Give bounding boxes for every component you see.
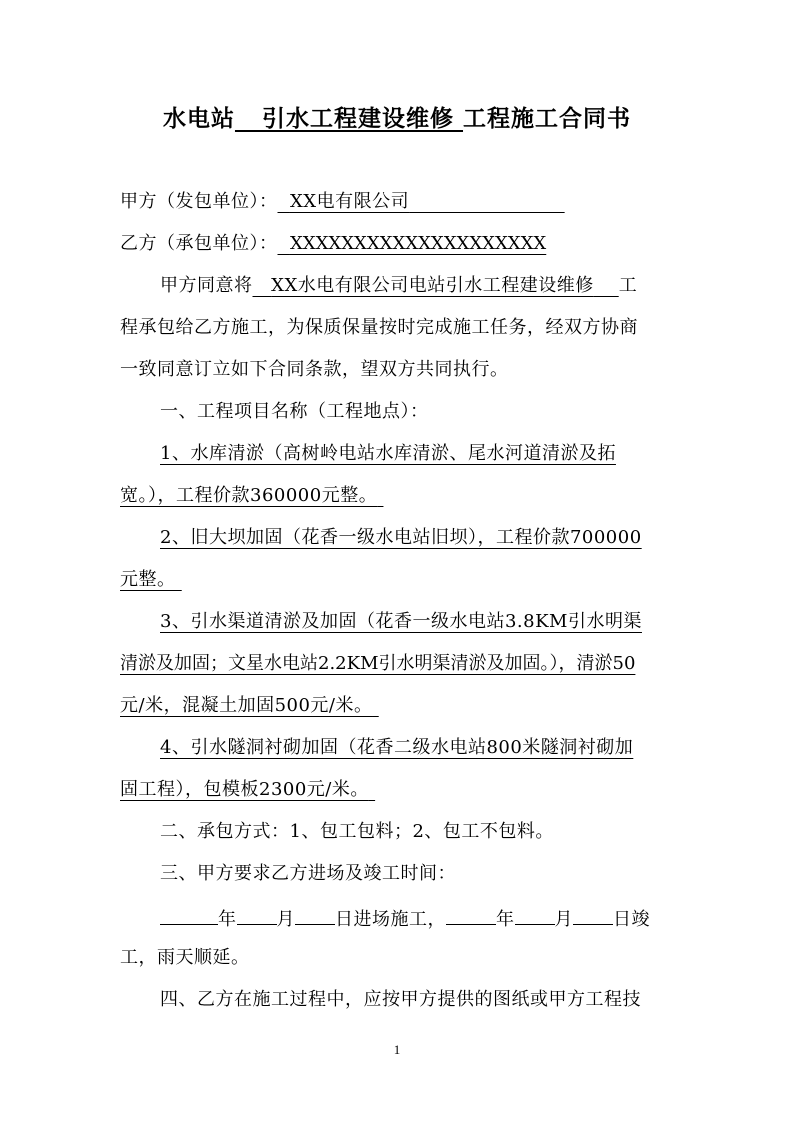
party-a-label: 甲方（发包单位）： bbox=[120, 191, 278, 212]
dates-line-2: 工，雨天顺延。 bbox=[120, 947, 250, 968]
finish-year-blank[interactable] bbox=[446, 904, 496, 925]
dates-line-1: 年 月 日进场施工， 年 月 日竣 bbox=[160, 904, 720, 932]
section-4-heading: 四、乙方在施工过程中，应按甲方提供的图纸或甲方工程技 bbox=[160, 989, 641, 1010]
start-day-blank[interactable] bbox=[295, 904, 335, 925]
intro-line-1: 甲方同意将 XX水电有限公司电站引水工程建设维修 工 bbox=[160, 275, 638, 296]
item-3-line-1: 3、引水渠道清淤及加固（花香一级水电站3.8KM引水明渠 bbox=[160, 611, 642, 632]
contract-project-name: XX水电有限公司电站引水工程建设维修 bbox=[271, 275, 594, 296]
section-3-heading: 三、甲方要求乙方进场及竣工时间： bbox=[160, 863, 456, 884]
title-project-name: 引水工程建设维修 bbox=[262, 105, 454, 132]
finish-month-blank[interactable] bbox=[515, 904, 555, 925]
title-prefix: 水电站 bbox=[162, 105, 235, 132]
item-3-line-3: 元/米，混凝土加固500元/米。 bbox=[120, 695, 373, 716]
intro-line-3: 一致同意订立如下合同条款，望双方共同执行。 bbox=[120, 359, 509, 380]
item-4-line-2: 固工程），包模板2300元/米。 bbox=[120, 779, 369, 800]
item-2-line-1: 2、旧大坝加固（花香一级水电站旧坝），工程价款700000 bbox=[160, 527, 642, 548]
item-1-line-1: 1、水库清淤（高树岭电站水库清淤、尾水河道清淤及拓 bbox=[160, 443, 616, 464]
party-a-line bbox=[120, 190, 680, 214]
party-b-label: 乙方（承包单位）： bbox=[120, 233, 278, 254]
section-2-heading: 二、承包方式：1、包工包料；2、包工不包料。 bbox=[160, 821, 554, 842]
party-b-line bbox=[120, 232, 680, 256]
item-2-line-2: 元整。 bbox=[120, 569, 176, 590]
title-suffix: 工程施工合同书 bbox=[463, 105, 632, 132]
finish-day-blank[interactable] bbox=[573, 904, 613, 925]
start-month-blank[interactable] bbox=[237, 904, 277, 925]
page-title bbox=[0, 100, 794, 133]
item-1-line-2: 宽。），工程价款360000元整。 bbox=[120, 485, 378, 506]
item-3-line-2: 清淤及加固；文星水电站2.2KM引水明渠清淤及加固。），清淤50 bbox=[120, 653, 636, 674]
intro-line-2: 程承包给乙方施工，为保质保量按时完成施工任务，经双方协商 bbox=[120, 317, 638, 338]
item-4-line-1: 4、引水隧洞衬砌加固（花香二级水电站800米隧洞衬砌加 bbox=[160, 737, 634, 758]
page-number: 1 bbox=[393, 1042, 401, 1057]
start-year-blank[interactable] bbox=[160, 904, 218, 925]
party-a-value: XX电有限公司 bbox=[289, 191, 410, 212]
party-b-value: XXXXXXXXXXXXXXXXXXXX bbox=[289, 233, 547, 254]
section-1-heading: 一、工程项目名称（工程地点）： bbox=[160, 401, 429, 422]
